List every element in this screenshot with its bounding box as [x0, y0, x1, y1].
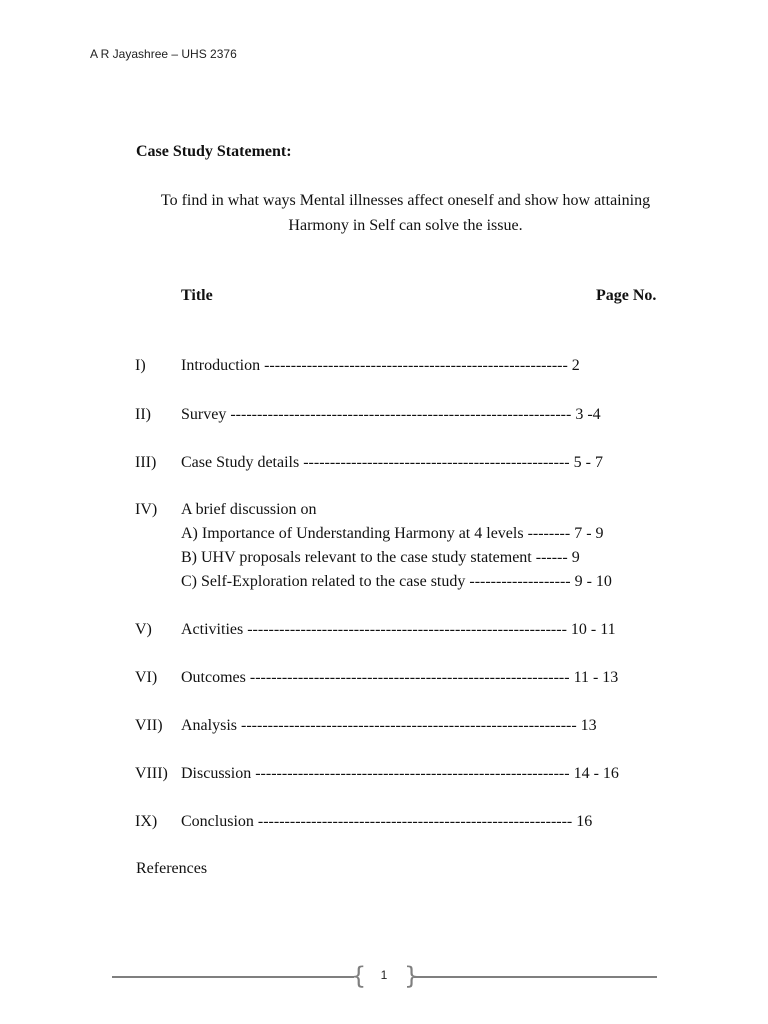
toc-entry-survey: Survey ---------------------------------------------------------------- 3 -4 — [181, 406, 601, 423]
statement-line-2: Harmony in Self can solve the issue. — [288, 217, 523, 234]
toc-entry-case-study-details: Case Study details -------------------------------------------------- 5 - 7 — [181, 454, 603, 471]
toc-entry-introduction: Introduction --------------------------------------------------------- 2 — [181, 357, 580, 374]
toc-number-4: IV) — [135, 501, 158, 518]
toc-entry-discussion: Discussion ----------------------------------------------------------- 14 - 16 — [181, 765, 619, 782]
footer-brace-left-icon: { — [351, 962, 367, 990]
case-study-heading: Case Study Statement: — [136, 143, 292, 160]
case-study-statement — [128, 188, 683, 238]
toc-number-6: VI) — [135, 669, 158, 686]
toc-column-title: Title — [181, 287, 213, 304]
toc-subentry-a: A) Importance of Understanding Harmony at 4 levels -------- 7 - 9 — [181, 525, 604, 542]
toc-entry-activities: Activities ------------------------------------------------------------ 10 - 11 — [181, 621, 616, 638]
toc-subentry-c: C) Self-Exploration related to the case study ------------------- 9 - 10 — [181, 573, 612, 590]
toc-number-7: VII) — [135, 717, 163, 734]
toc-subentry-b: B) UHV proposals relevant to the case study statement ------ 9 — [181, 549, 580, 566]
toc-entry-conclusion: Conclusion ----------------------------------------------------------- 16 — [181, 813, 593, 830]
toc-entry-brief-discussion: A brief discussion on — [181, 501, 317, 518]
toc-column-page: Page No. — [596, 287, 657, 304]
footer-divider-left — [112, 976, 354, 978]
toc-number-5: V) — [135, 621, 152, 638]
toc-entry-outcomes: Outcomes ------------------------------------------------------------ 11 - 13 — [181, 669, 619, 686]
footer-divider-right — [414, 976, 657, 978]
toc-number-8: VIII) — [135, 765, 168, 782]
page-header-author: A R Jayashree – UHS 2376 — [90, 47, 237, 61]
toc-number-2: II) — [135, 406, 151, 423]
toc-references: References — [136, 860, 208, 877]
footer-brace-right-icon: } — [404, 962, 420, 990]
toc-number-9: IX) — [135, 813, 158, 830]
statement-line-1: To find in what ways Mental illnesses affect oneself and show how attaining — [160, 192, 651, 209]
page-footer — [0, 960, 768, 994]
page-number: 1 — [380, 968, 388, 982]
toc-number-3: III) — [135, 454, 157, 471]
toc-entry-analysis: Analysis --------------------------------------------------------------- 13 — [181, 717, 597, 734]
toc-number-1: I) — [135, 357, 146, 374]
